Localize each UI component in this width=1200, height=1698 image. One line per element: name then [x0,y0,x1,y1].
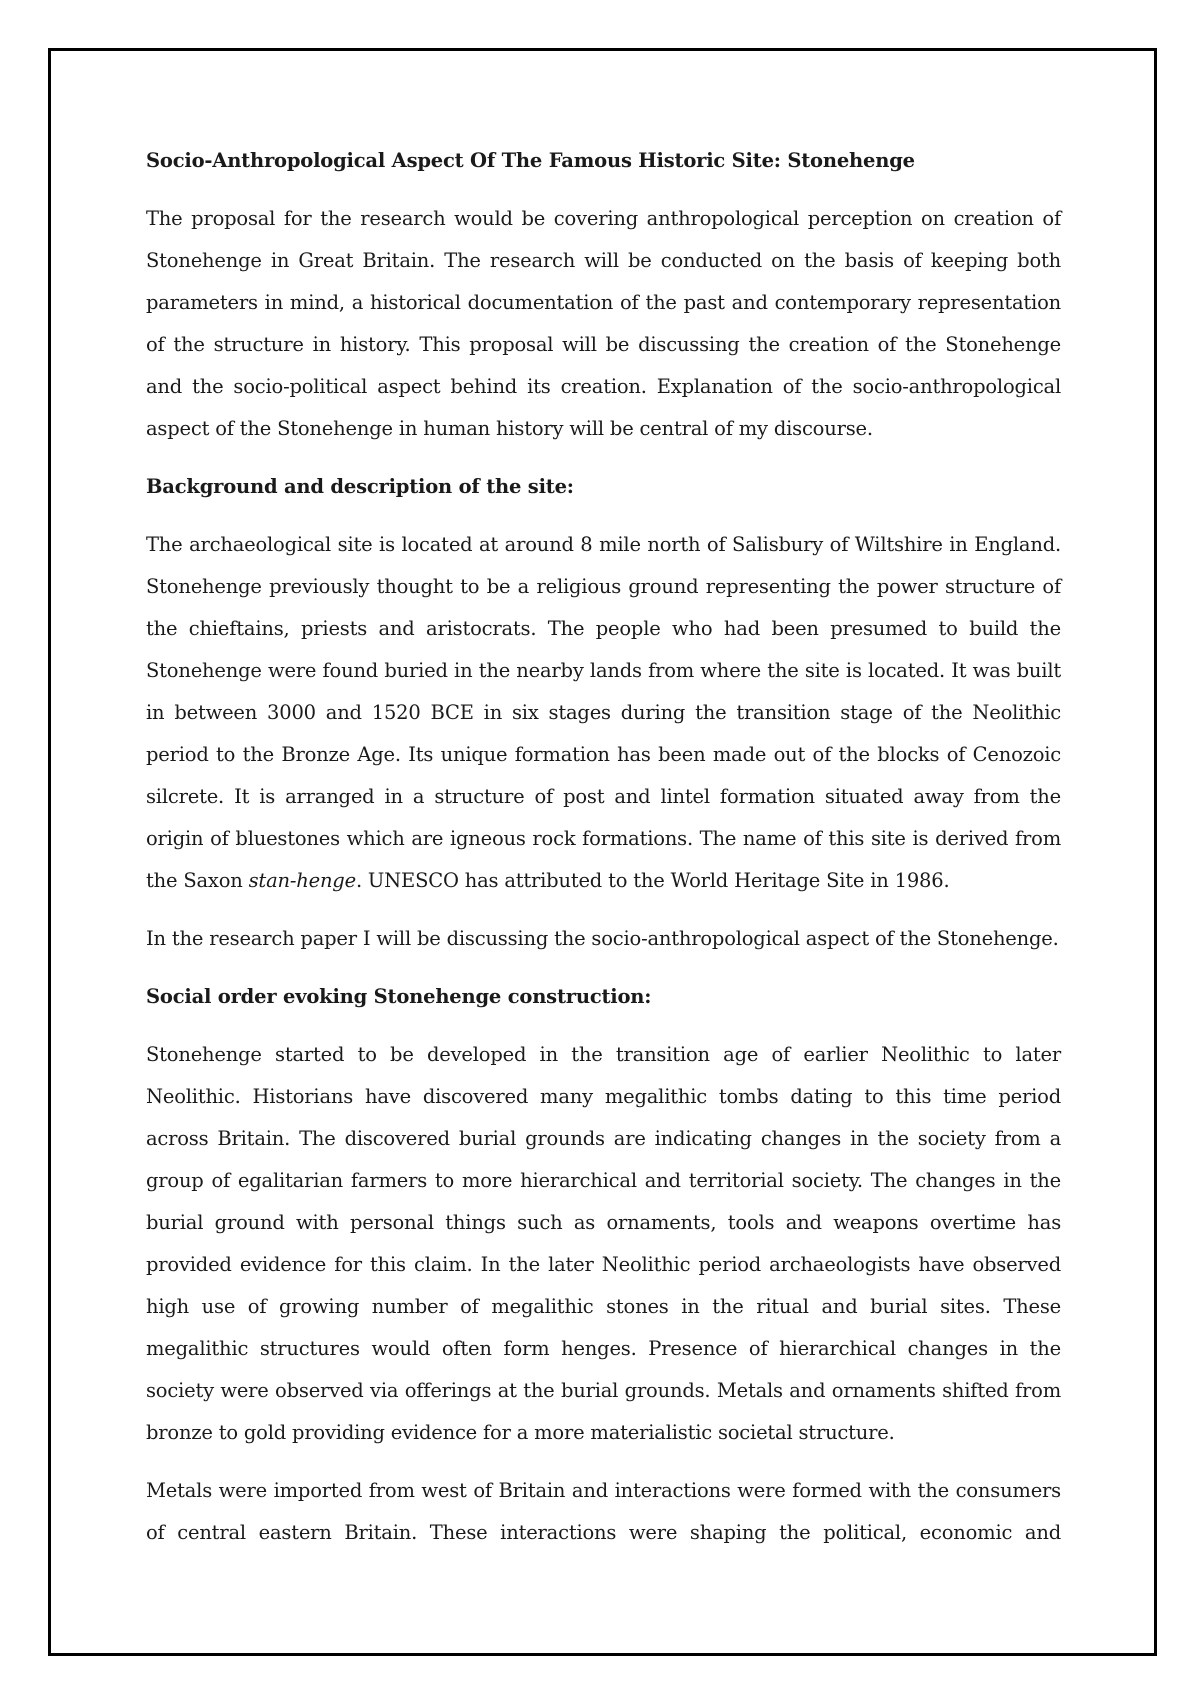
intro-paragraph: The proposal for the research would be covering anthropological perception on creation of Stonehenge in Great Britain. The research will be conducted on the basis of keeping both parameters in mind, a historical documentation of the past and contemporary representation of the structure in history. This proposal will be discussing the creation of the Stonehenge and the socio-political aspect behind its creation. Explanation of the socio-anthropological aspect of the Stonehenge in human history will be central of my discourse. [146,207,1061,440]
social-order-paragraph: Stonehenge started to be developed in the transition age of earlier Neolithic to later Neolithic. Historians have discovered many megalithic tombs dating to this time period across Britain. The discovered burial grounds are indicating changes in the society from a group of egalitarian farmers to more hierarchical and territorial society. The changes in the burial ground with personal things such as ornaments, tools and weapons overtime has provided evidence for this claim. In the later Neolithic period archaeologists have observed high use of growing number of megalithic stones in the ritual and burial sites. These megalithic structures would often form henges. Presence of hierarchical changes in the society were observed via offerings at the burial grounds. Metals and ornaments shifted from bronze to gold providing evidence for a more materialistic societal structure. [146,1043,1061,1444]
metals-paragraph: Metals were imported from west of Britain and interactions were formed with the consumers of central eastern Britain. These interactions were shaping the political, economic and [146,1479,1061,1544]
section-heading-social-order: Social order evoking Stonehenge construction: [146,985,652,1008]
background-text: The archaeological site is located at around 8 mile north of Salisbury of Wiltshire in England. Stonehenge previously thought to be a religious ground representing the power structure of the chieftains, priests and aristocrats. The people who had been presumed to build the Stonehenge were found buried in the nearby lands from where the site is located. It was built in between 3000 and 1520 BCE in six stages during the transition stage of the Neolithic period to the Bronze Age. Its unique formation has been made out of the blocks of Cenozoic silcrete. It is arranged in a structure of post and lintel formation situated away from the origin of bluestones which are igneous rock formations. The name of this site is derived from the Saxon [146,533,1061,892]
saxon-term: stan-henge [248,869,356,892]
section-heading-background: Background and description of the site: [146,475,574,498]
document-title: Socio-Anthropological Aspect Of The Famous Historic Site: Stonehenge [146,149,915,172]
background-paragraph [146,524,1061,902]
document-body [146,140,1061,1570]
research-paper-paragraph: In the research paper I will be discussing the socio-anthropological aspect of the Stonehenge. [146,927,1059,950]
background-text-end: . UNESCO has attributed to the World Heritage Site in 1986. [355,869,950,892]
